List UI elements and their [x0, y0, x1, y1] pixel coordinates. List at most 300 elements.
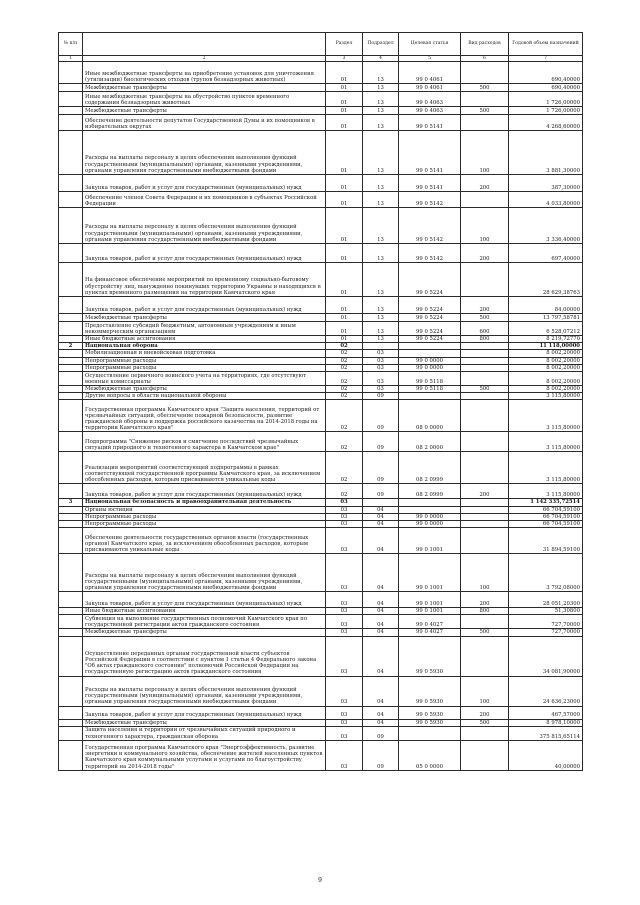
cell-target: 99 0 5224 — [399, 322, 461, 336]
cell-name: Расходы на выплаты персоналу в целях обеспечения выполнения функций государственными (муниципальными) органами, казенными учреждениями, органами управления государственными внебюджетными фондами — [83, 554, 326, 592]
col-number: 7 — [509, 56, 583, 62]
cell-target: 08 2 0999 — [399, 484, 461, 499]
cell-target — [399, 499, 461, 506]
cell-vid — [461, 452, 509, 484]
cell-razdel: 02 — [326, 432, 363, 452]
table-row — [59, 592, 583, 608]
cell-no — [59, 192, 83, 208]
cell-podrazdel: 03 — [363, 372, 399, 386]
cell-no — [59, 719, 83, 726]
cell-name: Межбюджетные трансферты — [83, 107, 326, 115]
cell-vid: 500 — [461, 719, 509, 726]
cell-amount: 3 792,08000 — [509, 554, 583, 592]
cell-amount: 8 002,20000 — [509, 386, 583, 393]
cell-name: Межбюджетные трансферты — [83, 314, 326, 322]
cell-target: 99 0 4027 — [399, 615, 461, 629]
cell-no — [59, 175, 83, 192]
cell-target: 99 0 5224 — [399, 297, 461, 314]
cell-podrazdel — [363, 499, 399, 506]
cell-target: 99 0 5118 — [399, 386, 461, 393]
cell-name: Осуществление первичного воинского учета на территориях, где отсутствуют военные комиссариаты — [83, 372, 326, 386]
cell-target: 99 0 4061 — [399, 62, 461, 84]
cell-name: Подпрограмма "Снижение рисков и смягчение последствий чрезвычайных ситуаций природного и техногенного характера в Камчатском крае" — [83, 432, 326, 452]
cell-podrazdel: 03 — [363, 386, 399, 393]
cell-vid — [461, 92, 509, 107]
table-row — [59, 513, 583, 520]
table-row — [59, 608, 583, 615]
cell-podrazdel: 13 — [363, 297, 399, 314]
cell-amount: 375 815,65114 — [509, 726, 583, 740]
cell-target: 99 0 5118 — [399, 372, 461, 386]
cell-razdel: 01 — [326, 244, 363, 263]
cell-name: Органы юстиции — [83, 506, 326, 513]
cell-no — [59, 740, 83, 770]
cell-no — [59, 629, 83, 636]
cell-razdel: 01 — [326, 263, 363, 297]
cell-razdel: 02 — [326, 364, 363, 371]
table-row — [59, 131, 583, 175]
cell-target: 99 0 5141 — [399, 131, 461, 175]
cell-name: Обеспечение деятельности государственных органов власти (государственных органов) Камчатского края, за исключением обособленных расходов, которым присваиваются уникальные коды — [83, 528, 326, 554]
col-number: 6 — [461, 56, 509, 62]
cell-razdel: 02 — [326, 393, 363, 400]
cell-no — [59, 336, 83, 343]
cell-name: Закупка товаров, работ и услуг для государственных (муниципальных) нужд — [83, 706, 326, 719]
cell-target: 99 0 5142 — [399, 208, 461, 244]
cell-razdel: 01 — [326, 84, 363, 92]
cell-target: 08 2 0000 — [399, 432, 461, 452]
cell-amount: 51,30800 — [509, 608, 583, 615]
cell-no: 3 — [59, 499, 83, 506]
cell-target: 99 0 5224 — [399, 314, 461, 322]
cell-vid: 500 — [461, 629, 509, 636]
table-row — [59, 554, 583, 592]
cell-razdel: 01 — [326, 131, 363, 175]
cell-no — [59, 84, 83, 92]
cell-name: Закупка товаров, работ и услуг для государственных (муниципальных) нужд — [83, 592, 326, 608]
cell-name: Непрограммные расходы — [83, 513, 326, 520]
cell-podrazdel: 13 — [363, 314, 399, 322]
table-row — [59, 629, 583, 636]
cell-podrazdel: 13 — [363, 208, 399, 244]
cell-amount: 1 726,00000 — [509, 92, 583, 107]
table-row — [59, 726, 583, 740]
cell-target: 99 0 5930 — [399, 676, 461, 706]
table-row — [59, 314, 583, 322]
cell-vid: 100 — [461, 131, 509, 175]
cell-target — [399, 506, 461, 513]
table-row — [59, 208, 583, 244]
table-row — [59, 297, 583, 314]
cell-target: 99 0 4063 — [399, 92, 461, 107]
cell-name: Иные межбюджетные трансферты на обустройство пунктов временного содержания безнадзорных животных — [83, 92, 326, 107]
cell-no — [59, 297, 83, 314]
cell-no — [59, 314, 83, 322]
cell-razdel: 02 — [326, 357, 363, 364]
cell-vid: 800 — [461, 608, 509, 615]
cell-target: 99 0 1001 — [399, 554, 461, 592]
cell-razdel: 02 — [326, 400, 363, 432]
table-row — [59, 62, 583, 84]
cell-podrazdel: 04 — [363, 528, 399, 554]
cell-vid — [461, 521, 509, 528]
cell-razdel: 01 — [326, 192, 363, 208]
cell-amount: 84,00000 — [509, 297, 583, 314]
budget-table — [58, 32, 583, 771]
cell-vid — [461, 636, 509, 676]
cell-vid — [461, 740, 509, 770]
cell-amount: 690,40000 — [509, 84, 583, 92]
cell-target: 99 0 5224 — [399, 336, 461, 343]
cell-amount: 11 118,00000 — [509, 343, 583, 350]
cell-podrazdel: 04 — [363, 592, 399, 608]
cell-podrazdel: 04 — [363, 719, 399, 726]
cell-vid: 500 — [461, 84, 509, 92]
cell-target — [399, 726, 461, 740]
table-row — [59, 386, 583, 393]
table-row — [59, 706, 583, 719]
cell-amount: 40,00000 — [509, 740, 583, 770]
cell-target — [399, 393, 461, 400]
cell-podrazdel: 13 — [363, 263, 399, 297]
cell-name: Расходы на выплаты персоналу в целях обеспечения выполнения функций государственными (муниципальными) органами, казенными учреждениями, органами управления государственными внебюджетными фондами — [83, 208, 326, 244]
cell-razdel: 01 — [326, 208, 363, 244]
cell-amount: 3 336,40000 — [509, 208, 583, 244]
cell-podrazdel: 13 — [363, 131, 399, 175]
cell-razdel: 03 — [326, 499, 363, 506]
cell-vid — [461, 615, 509, 629]
cell-podrazdel: 13 — [363, 175, 399, 192]
cell-amount: 28 629,38763 — [509, 263, 583, 297]
col-number: 4 — [363, 56, 399, 62]
table-row — [59, 175, 583, 192]
cell-no — [59, 484, 83, 499]
cell-podrazdel: 04 — [363, 608, 399, 615]
col-number: 2 — [83, 56, 326, 62]
col-number: 3 — [326, 56, 363, 62]
table-row — [59, 432, 583, 452]
cell-amount: 28 051,20300 — [509, 592, 583, 608]
table-body — [59, 62, 583, 771]
cell-name: Защита населения и территории от чрезвычайных ситуаций природного и техногенного характера, гражданская оборона — [83, 726, 326, 740]
cell-vid — [461, 506, 509, 513]
cell-vid — [461, 364, 509, 371]
cell-podrazdel: 04 — [363, 706, 399, 719]
cell-no — [59, 554, 83, 592]
cell-target: 99 0 5141 — [399, 175, 461, 192]
cell-razdel: 01 — [326, 107, 363, 115]
cell-podrazdel: 13 — [363, 62, 399, 84]
cell-no — [59, 115, 83, 131]
cell-amount: 387,30000 — [509, 175, 583, 192]
cell-no — [59, 676, 83, 706]
cell-no — [59, 364, 83, 371]
cell-razdel: 01 — [326, 92, 363, 107]
cell-no — [59, 452, 83, 484]
cell-amount: 697,40000 — [509, 244, 583, 263]
cell-target: 99 0 1001 — [399, 608, 461, 615]
header-col-name — [83, 33, 326, 56]
cell-razdel: 01 — [326, 62, 363, 84]
cell-no — [59, 608, 83, 615]
cell-razdel: 03 — [326, 740, 363, 770]
cell-no — [59, 528, 83, 554]
cell-name: Предоставление субсидий бюджетным, автономным учреждениям и иным некоммерческим организациям — [83, 322, 326, 336]
cell-vid — [461, 400, 509, 432]
cell-podrazdel: 13 — [363, 107, 399, 115]
cell-razdel: 03 — [326, 608, 363, 615]
cell-target: 99 0 0000 — [399, 357, 461, 364]
table-row — [59, 322, 583, 336]
cell-no — [59, 726, 83, 740]
cell-name: Государственная программа Камчатского края "Защита населения, территорий от чрезвычайных ситуаций, обеспечение пожарной безопасности, развитие гражданской обороны и поддержка российского казачества на 2014-2018 годы на территории Камчатского края" — [83, 400, 326, 432]
cell-podrazdel: 04 — [363, 629, 399, 636]
cell-amount: 31 894,59100 — [509, 528, 583, 554]
table-row — [59, 364, 583, 371]
table-row — [59, 192, 583, 208]
cell-no — [59, 107, 83, 115]
cell-podrazdel: 03 — [363, 350, 399, 357]
table-row — [59, 357, 583, 364]
cell-razdel: 01 — [326, 322, 363, 336]
table-row — [59, 400, 583, 432]
cell-amount: 8 002,20000 — [509, 357, 583, 364]
header-col-amount: Годовой объем назначений — [509, 33, 583, 56]
cell-no — [59, 386, 83, 393]
cell-vid — [461, 432, 509, 452]
cell-podrazdel: 09 — [363, 393, 399, 400]
cell-no: 2 — [59, 343, 83, 350]
cell-podrazdel: 13 — [363, 322, 399, 336]
cell-name: Мобилизационная и вневойсковая подготовка — [83, 350, 326, 357]
cell-razdel: 03 — [326, 554, 363, 592]
cell-razdel: 02 — [326, 372, 363, 386]
cell-razdel: 03 — [326, 615, 363, 629]
cell-amount: 6 528,07212 — [509, 322, 583, 336]
cell-razdel: 03 — [326, 676, 363, 706]
cell-podrazdel: 04 — [363, 521, 399, 528]
header-col-razdel: Раздел — [326, 33, 363, 56]
table-row — [59, 107, 583, 115]
cell-target: 99 0 0000 — [399, 364, 461, 371]
table-row — [59, 528, 583, 554]
cell-target: 99 0 5141 — [399, 115, 461, 131]
cell-target: 99 0 0000 — [399, 513, 461, 520]
cell-amount: 3 115,80000 — [509, 393, 583, 400]
cell-podrazdel: 09 — [363, 726, 399, 740]
cell-vid — [461, 528, 509, 554]
cell-name: Обеспечение членов Совета Федерации и их помощников в субъектах Российской Федерации — [83, 192, 326, 208]
cell-no — [59, 350, 83, 357]
cell-amount: 1 726,00000 — [509, 107, 583, 115]
table-row — [59, 343, 583, 350]
cell-no — [59, 513, 83, 520]
cell-vid: 100 — [461, 676, 509, 706]
cell-razdel: 03 — [326, 719, 363, 726]
cell-no — [59, 592, 83, 608]
cell-podrazdel — [363, 343, 399, 350]
cell-vid — [461, 263, 509, 297]
cell-target: 99 0 0000 — [399, 521, 461, 528]
table-row — [59, 484, 583, 499]
cell-amount: 8 219,72770 — [509, 336, 583, 343]
cell-amount: 690,40000 — [509, 62, 583, 84]
table-row — [59, 615, 583, 629]
cell-razdel: 02 — [326, 350, 363, 357]
cell-amount: 4 268,60000 — [509, 115, 583, 131]
cell-vid: 200 — [461, 592, 509, 608]
cell-target: 08 0 0000 — [399, 400, 461, 432]
cell-no — [59, 92, 83, 107]
cell-vid — [461, 726, 509, 740]
cell-name: Непрограммные расходы — [83, 364, 326, 371]
cell-podrazdel: 13 — [363, 115, 399, 131]
cell-name: Непрограммные расходы — [83, 357, 326, 364]
cell-vid — [461, 343, 509, 350]
cell-razdel: 01 — [326, 314, 363, 322]
header-col-target: Целевая статья — [399, 33, 461, 56]
cell-name: Иные межбюджетные трансферты на приобретение установок для уничтожения (утилизации) биологических отходов (трупов безнадзорных животных) — [83, 62, 326, 84]
cell-name: Закупка товаров, работ и услуг для государственных (муниципальных) нужд — [83, 484, 326, 499]
cell-no — [59, 506, 83, 513]
cell-amount: 24 636,23000 — [509, 676, 583, 706]
cell-razdel: 02 — [326, 452, 363, 484]
cell-target: 99 0 5930 — [399, 719, 461, 726]
col-number: 1 — [59, 56, 83, 62]
cell-target: 99 0 1001 — [399, 528, 461, 554]
cell-name: Межбюджетные трансферты — [83, 84, 326, 92]
table-row — [59, 244, 583, 263]
table-row — [59, 452, 583, 484]
cell-vid — [461, 115, 509, 131]
cell-name: Иные бюджетные ассигнования — [83, 608, 326, 615]
cell-target: 99 0 5930 — [399, 706, 461, 719]
cell-name: Национальная оборона — [83, 343, 326, 350]
cell-podrazdel: 09 — [363, 432, 399, 452]
cell-name: Закупка товаров, работ и услуг для государственных (муниципальных) нужд — [83, 297, 326, 314]
cell-razdel: 03 — [326, 636, 363, 676]
cell-amount: 3 115,80000 — [509, 452, 583, 484]
cell-amount: 727,70000 — [509, 615, 583, 629]
cell-amount: 34 081,90000 — [509, 636, 583, 676]
cell-vid — [461, 499, 509, 506]
header-col-podrazdel: Подраздел — [363, 33, 399, 56]
document-page — [58, 32, 582, 771]
cell-no — [59, 357, 83, 364]
cell-vid — [461, 62, 509, 84]
cell-podrazdel: 09 — [363, 740, 399, 770]
cell-name: На финансовое обеспечение мероприятий по временному социально-бытовому обустройству лиц, вынужденно покинувших территорию Украины и находящихся в пунктах временного размещения на территории Камчатского края — [83, 263, 326, 297]
cell-amount: 4 033,80000 — [509, 192, 583, 208]
table-row — [59, 676, 583, 706]
cell-amount: 66 704,59100 — [509, 521, 583, 528]
cell-vid — [461, 372, 509, 386]
cell-name: Другие вопросы в области национальной обороны — [83, 393, 326, 400]
cell-name: Межбюджетные трансферты — [83, 719, 326, 726]
cell-no — [59, 400, 83, 432]
cell-podrazdel: 04 — [363, 506, 399, 513]
table-header-row — [59, 33, 583, 56]
table-row — [59, 350, 583, 357]
cell-podrazdel: 04 — [363, 636, 399, 676]
cell-podrazdel: 09 — [363, 484, 399, 499]
cell-vid: 500 — [461, 107, 509, 115]
cell-vid — [461, 513, 509, 520]
cell-podrazdel: 13 — [363, 92, 399, 107]
cell-razdel: 01 — [326, 336, 363, 343]
table-row — [59, 521, 583, 528]
cell-podrazdel: 04 — [363, 513, 399, 520]
table-row — [59, 499, 583, 506]
page-number: 9 — [318, 877, 322, 884]
table-row — [59, 336, 583, 343]
cell-name: Непрограммные расходы — [83, 521, 326, 528]
cell-no — [59, 263, 83, 297]
cell-name: Государственная программа Камчатского края "Энергоэффективность, развитие энергетики и коммунального хозяйства, обеспечение жителей населенных пунктов Камчатского края коммунальными услугами и услугами по благоустройству территорий на 2014-2018 годы" — [83, 740, 326, 770]
cell-vid — [461, 393, 509, 400]
cell-vid — [461, 357, 509, 364]
cell-podrazdel: 13 — [363, 192, 399, 208]
cell-amount: 727,70000 — [509, 629, 583, 636]
cell-target: 99 0 5224 — [399, 263, 461, 297]
cell-no — [59, 706, 83, 719]
cell-podrazdel: 03 — [363, 357, 399, 364]
cell-razdel: 03 — [326, 506, 363, 513]
cell-name: Реализация мероприятий соответствующей подпрограммы в рамках соответствующей государственной программы Камчатского края, за исключением обособленных расходов, которым присваиваются уникальные коды — [83, 452, 326, 484]
table-row — [59, 740, 583, 770]
cell-name: Расходы на выплаты персоналу в целях обеспечения выполнения функций государственными (муниципальными) органами, казенными учреждениями, органами управления государственными внебюджетными фондами — [83, 676, 326, 706]
cell-amount: 66 704,59100 — [509, 506, 583, 513]
cell-podrazdel: 04 — [363, 676, 399, 706]
table-row — [59, 92, 583, 107]
cell-name: Межбюджетные трансферты — [83, 386, 326, 393]
cell-razdel: 03 — [326, 629, 363, 636]
cell-no — [59, 615, 83, 629]
cell-name: Закупка товаров, работ и услуг для государственных (муниципальных) нужд — [83, 175, 326, 192]
table-row — [59, 719, 583, 726]
cell-podrazdel: 03 — [363, 364, 399, 371]
cell-target: 99 0 5142 — [399, 244, 461, 263]
cell-amount: 3 115,80000 — [509, 484, 583, 499]
cell-name: Осуществление переданных органам государственной власти субъектов Российской Федерации в соответствии с пунктом 1 статьи 4 Федерального закона "Об актах гражданского состояния" полномочий Российской Федерации на государственную регистрацию актов гражданского состояния — [83, 636, 326, 676]
cell-vid: 500 — [461, 314, 509, 322]
cell-vid: 200 — [461, 297, 509, 314]
cell-amount: 3 881,30000 — [509, 131, 583, 175]
cell-target — [399, 350, 461, 357]
cell-name: Иные бюджетные ассигнования — [83, 336, 326, 343]
cell-no — [59, 432, 83, 452]
table-row — [59, 372, 583, 386]
cell-target: 99 0 4061 — [399, 84, 461, 92]
cell-amount: 3 115,80000 — [509, 432, 583, 452]
cell-podrazdel: 13 — [363, 244, 399, 263]
cell-vid: 100 — [461, 554, 509, 592]
cell-no — [59, 244, 83, 263]
table-row — [59, 506, 583, 513]
cell-target: 99 0 4063 — [399, 107, 461, 115]
cell-amount: 1 142 335,72514 — [509, 499, 583, 506]
cell-name: Закупка товаров, работ и услуг для государственных (муниципальных) нужд — [83, 244, 326, 263]
cell-no — [59, 393, 83, 400]
cell-razdel: 01 — [326, 115, 363, 131]
cell-target — [399, 343, 461, 350]
cell-razdel: 01 — [326, 175, 363, 192]
cell-vid — [461, 192, 509, 208]
header-col-vid: Вид расходов — [461, 33, 509, 56]
cell-amount: 8 002,20000 — [509, 364, 583, 371]
cell-podrazdel: 13 — [363, 336, 399, 343]
cell-name: Расходы на выплаты персоналу в целях обеспечения выполнения функций государственными (муниципальными) органами, казенными учреждениями, органами управления государственными внебюджетными фондами — [83, 131, 326, 175]
